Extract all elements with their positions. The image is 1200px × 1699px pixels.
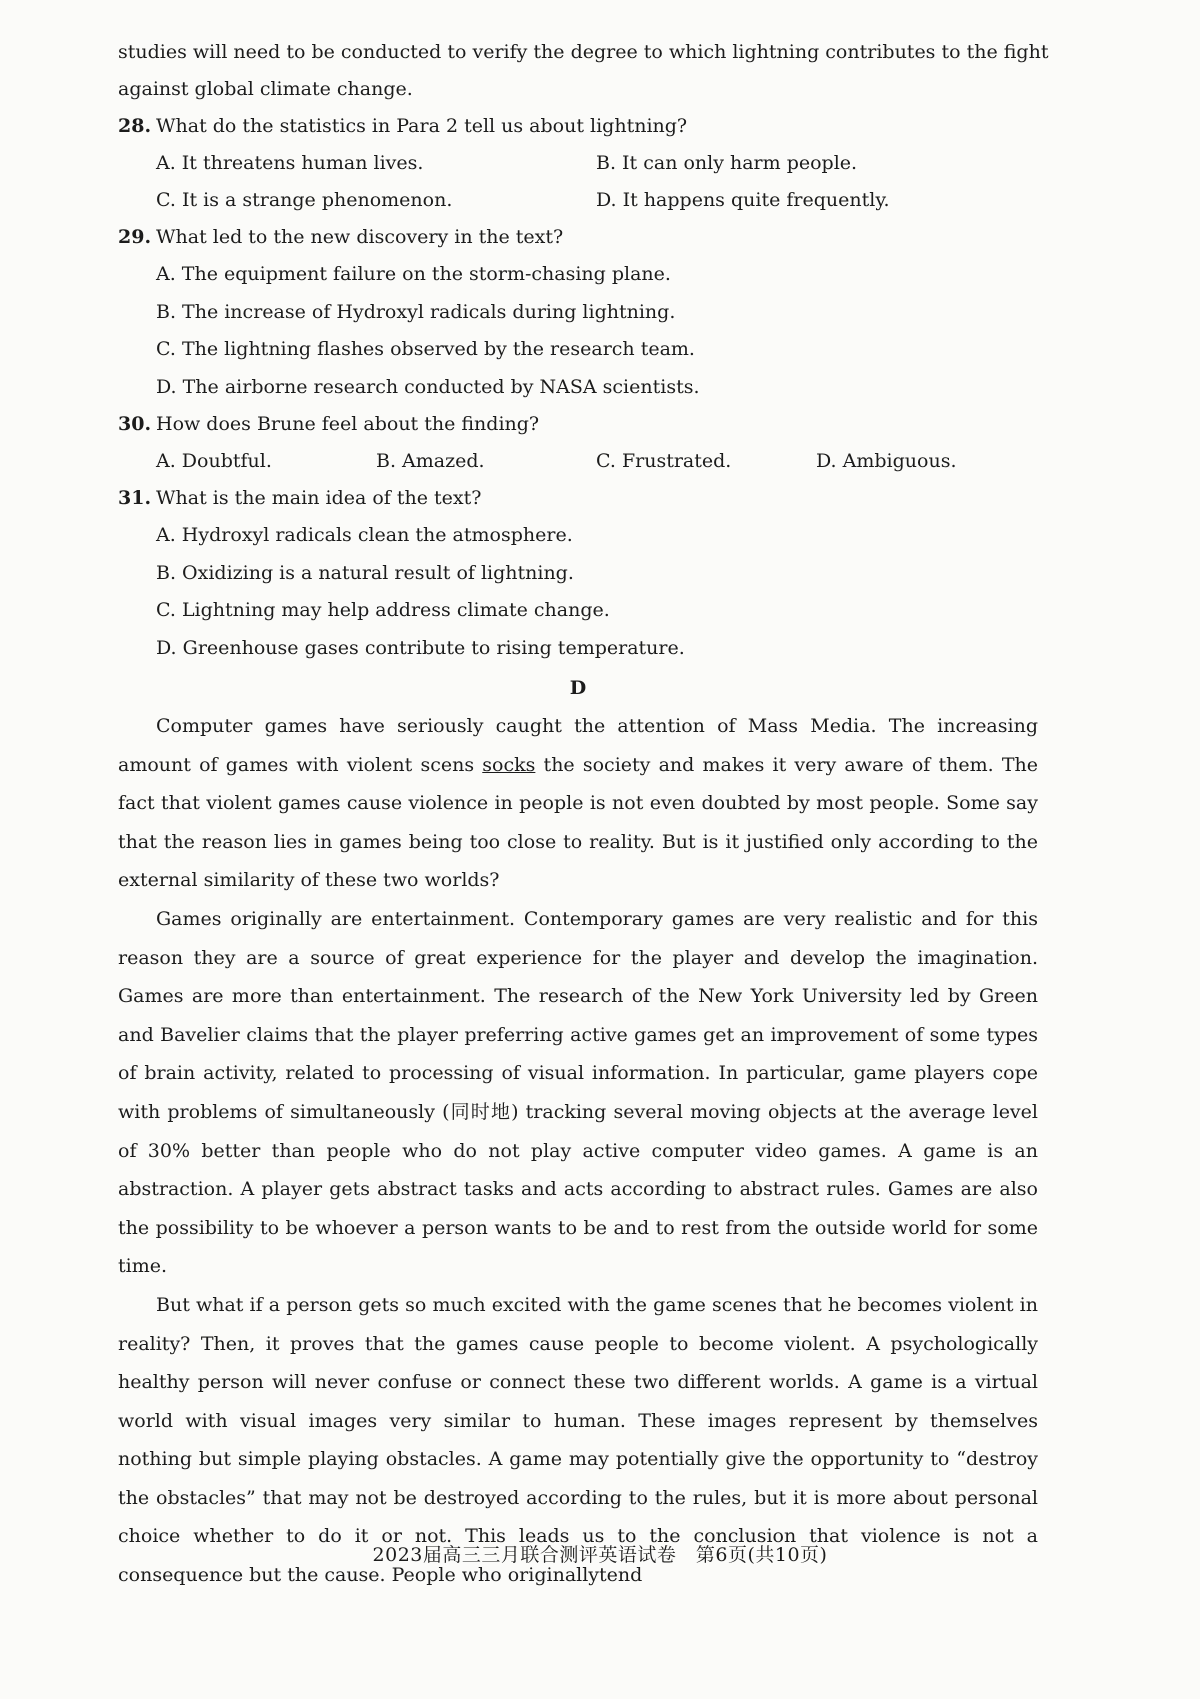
option-c: C. Lightning may help address climate change. [156,599,610,621]
passage-paragraph-1 [118,707,1038,900]
question-text: What led to the new discovery in the text? [156,226,564,248]
option-b: B. It can only harm people. [596,152,858,174]
paragraph-text: Computer games have seriously caught the attention of Mass Media. The increasing amount of games with violent scens [118,715,1038,776]
option-b: B. The increase of Hydroxyl radicals during lightning. [156,300,676,323]
option-d: D. The airborne research conducted by NASA scientists. [156,375,700,398]
page-content [118,34,1049,1595]
option-a: A. Hydroxyl radicals clean the atmosphere. [156,524,573,546]
option-d: D. Ambiguous. [816,450,957,472]
underlined-word: socks [482,753,536,776]
option-b: B. Oxidizing is a natural result of lightning. [156,561,574,584]
question-28 [118,108,1038,219]
question-text: What is the main idea of the text? [156,487,482,509]
option-a: A. Doubtful. [156,450,272,472]
intro-line: studies will need to be conducted to verify the degree to which lightning contributes to the fight [118,41,1049,63]
question-text: How does Brune feel about the finding? [156,413,540,435]
passage-paragraph-3: But what if a person gets so much excited with the game scenes that he becomes violent in reality? Then, it proves that the games cause people to become violent. A psychologically healthy person will never confuse or connect these two different worlds. A game is a virtual world with visual images very similar to human. These images represent by themselves nothing but simple playing obstacles. A game may potentially give the opportunity to “destroy the obstacles” that may not be destroyed according to the rules, but it is more about personal choice whether to do it or not. This leads us to the conclusion that violence is not a consequence but the cause. People who originallytend [118,1293,1038,1587]
section-title: D [569,677,587,699]
question-number: 30. [118,413,152,435]
question-number: 31. [118,487,152,509]
paragraph-text: the society and makes it very aware of them. The fact that violent games cause violence in people is not even doubted by most people. Some say that the reason lies in games being too close to reality. But is it justified only according to the external similarity of these two worlds? [118,753,1038,892]
option-d: D. It happens quite frequently. [596,189,890,211]
intro-line: against global climate change. [118,78,413,100]
option-c: C. The lightning flashes observed by the research team. [156,338,695,360]
page-footer: 2023届高三三月联合测评英语试卷 第6页(共10页) [372,1544,828,1566]
option-c: C. Frustrated. [596,450,732,472]
question-31 [118,480,1038,667]
option-a: A. The equipment failure on the storm-chasing plane. [156,263,671,285]
question-number: 28. [118,115,152,137]
option-c: C. It is a strange phenomenon. [156,189,453,211]
option-d: D. Greenhouse gases contribute to rising temperature. [156,636,685,659]
question-30 [118,406,1038,480]
question-29 [118,219,1038,406]
question-text: What do the statistics in Para 2 tell us about lightning? [156,115,688,137]
passage-paragraph-2: Games originally are entertainment. Contemporary games are very realistic and for this reason they are a source of great experience for the player and develop the imagination. Games are more than entertainment. The research of the New York University led by Green and Bavelier claims that the player preferring active games get an improvement of some types of brain activity, related to processing of visual information. In particular, game players cope with problems of simultaneously (同时地) tracking several moving objects at the average level of 30% better than people who do not play active computer video games. A game is an abstraction. A player gets abstract tasks and acts according to abstract rules. Games are also the possibility to be whoever a person wants to be and to rest from the outside world for some time. [118,907,1038,1278]
option-b: B. Amazed. [376,450,485,472]
option-a: A. It threatens human lives. [156,152,424,174]
question-number: 29. [118,226,152,248]
